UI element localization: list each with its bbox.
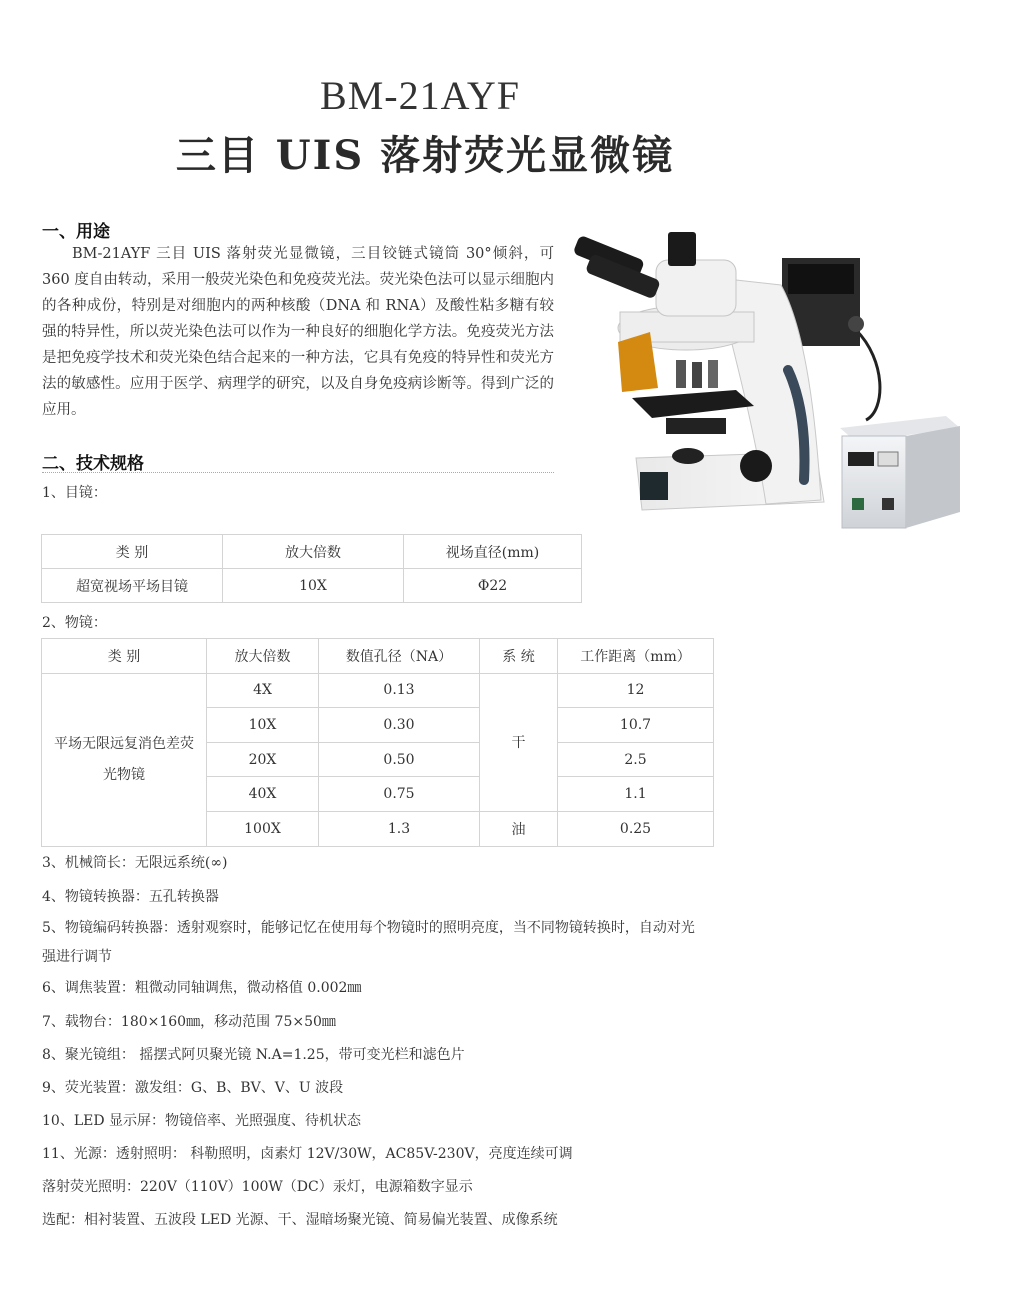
spec-item: 3、机械筒长：无限远系统(∞): [42, 855, 228, 871]
table-cell: 20X: [207, 742, 319, 777]
table-cell: 100X: [207, 811, 319, 846]
table-cell: 12: [558, 673, 714, 708]
objective-category: 平场无限远复消色差荧光物镜: [42, 673, 207, 846]
table-cell: 0.25: [558, 811, 714, 846]
spec-item: 5、物镜编码转换器：透射观察时，能够记忆在使用每个物镜时的照明亮度，当不同物镜转换时，自动对光: [42, 920, 695, 936]
section-heading-specs: 二、技术规格: [42, 454, 144, 474]
spec-item: 4、物镜转换器：五孔转换器: [42, 889, 219, 905]
spec-item: 落射荧光照明：220V（110V）100W（DC）汞灯，电源箱数字显示: [42, 1179, 473, 1195]
table-cell: 0.30: [319, 708, 480, 743]
objective-table: [41, 638, 714, 847]
usage-paragraph: BM-21AYF 三目 UIS 落射荧光显微镜，三目铰链式镜筒 30°倾斜，可 360 度自由转动，采用一般荧光染色和免疫荧光法。荧光染色法可以显示细胞内的各种成份，特别是对细胞内的两种核酸（DNA 和 RNA）及酸性粘多糖有较强的特异性，所以荧光染色法可以作为一种良好的细胞化学方法。免疫荧光方法是把免疫学技术和荧光染色结合起来的一种方法，它具有免疫的特异性和荧光方法的敏感性。应用于医学、病理学的研究，以及自身免疫病诊断等。得到广泛的应用。: [42, 246, 554, 418]
table-row: [42, 569, 582, 603]
table-cell: 2.5: [558, 742, 714, 777]
table-cell: 10.7: [558, 708, 714, 743]
table-cell: 0.50: [319, 742, 480, 777]
table-cell: 1.3: [319, 811, 480, 846]
table-header-cell: 系 统: [480, 639, 558, 674]
table-cell: 40X: [207, 777, 319, 812]
spec-item: 10、LED 显示屏：物镜倍率、光照强度、待机状态: [42, 1113, 362, 1129]
table-cell: Φ22: [404, 569, 582, 603]
table-header-cell: 放大倍数: [223, 535, 404, 569]
model-title: BM-21AYF: [320, 73, 520, 118]
spec-item: 7、载物台：180×160㎜，移动范围 75×50㎜: [42, 1014, 336, 1030]
table-cell: 10X: [223, 569, 404, 603]
system-oil: 油: [480, 811, 558, 846]
table-header-cell: 视场直径(mm): [404, 535, 582, 569]
table-row: [42, 673, 714, 708]
table-header-cell: 放大倍数: [207, 639, 319, 674]
table-header-cell: 数值孔径（NA）: [319, 639, 480, 674]
spec-item: 强进行调节: [42, 949, 112, 965]
system-dry: 干: [480, 673, 558, 811]
eyepiece-table: [41, 534, 582, 603]
table-cell: 超宽视场平场目镜: [42, 569, 223, 603]
spec-item: 6、调焦装置：粗微动同轴调焦，微动格值 0.002㎜: [42, 980, 362, 996]
product-title: 三目 UIS 落射荧光显微镜: [175, 132, 675, 179]
table-header-cell: 类 别: [42, 639, 207, 674]
spec-item: 8、聚光镜组： 摇摆式阿贝聚光镜 N.A=1.25，带可变光栏和滤色片: [42, 1047, 465, 1063]
table-cell: 0.75: [319, 777, 480, 812]
eyepiece-label: 1、目镜：: [42, 485, 107, 501]
table-header-cell: 类 别: [42, 535, 223, 569]
table-cell: 1.1: [558, 777, 714, 812]
spec-item: 11、光源：透射照明： 科勒照明，卤素灯 12V/30W，AC85V-230V，亮度连续可调: [42, 1146, 573, 1162]
table-cell: 0.13: [319, 673, 480, 708]
spec-item: 选配：相衬装置、五波段 LED 光源、干、湿暗场聚光镜、简易偏光装置、成像系统: [42, 1212, 558, 1228]
spec-item: 9、荧光装置：激发组：G、B、BV、V、U 波段: [42, 1080, 344, 1096]
table-cell: 4X: [207, 673, 319, 708]
objective-label: 2、物镜：: [42, 615, 107, 631]
table-cell: 10X: [207, 708, 319, 743]
section-heading-usage: 一、用途: [42, 222, 110, 242]
table-header-cell: 工作距离（mm）: [558, 639, 714, 674]
section-divider: [42, 472, 554, 473]
microscope-photo: [566, 220, 971, 538]
